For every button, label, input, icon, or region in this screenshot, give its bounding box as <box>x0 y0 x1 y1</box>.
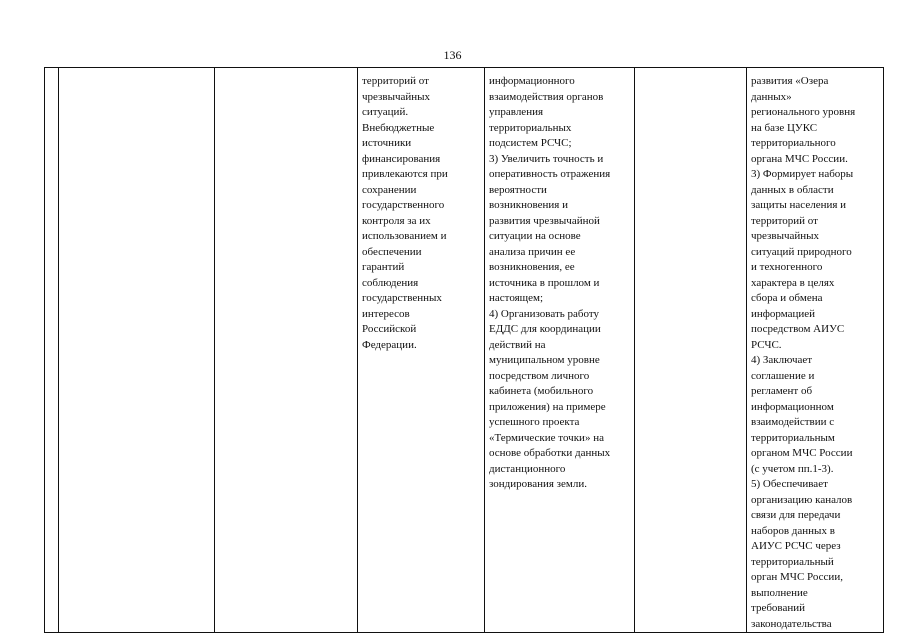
text-line: взаимодействии с <box>751 416 835 428</box>
col4-text <box>362 74 480 353</box>
text-line: регламент об <box>751 385 813 397</box>
text-line: использованием и <box>362 230 447 242</box>
text-line: кабинета (мобильного <box>489 385 594 397</box>
text-line: 4) Организовать работу <box>489 307 600 320</box>
text-line: Внебюджетные <box>362 121 435 134</box>
text-line: информационного <box>489 75 575 87</box>
text-line: зондирования земли. <box>489 478 587 490</box>
text-line: организацию каналов <box>751 493 853 506</box>
text-line: характера в целях <box>751 276 835 289</box>
col5-text <box>489 74 630 493</box>
text-line: источники <box>362 137 412 149</box>
text-line: источника в прошлом и <box>489 276 600 289</box>
text-line: ситуаций природного <box>751 245 852 258</box>
text-line: развития «Озера <box>751 75 829 87</box>
text-line: Российской <box>362 323 417 335</box>
text-line: 3) Формирует наборы <box>751 168 854 180</box>
text-line: управления <box>489 106 544 118</box>
document-table <box>44 67 884 633</box>
text-line: АИУС РСЧС через <box>751 540 841 552</box>
table-cell-col2 <box>59 68 215 633</box>
text-line: на базе ЦУКС <box>751 121 818 134</box>
text-line: основе обработки данных <box>489 447 611 459</box>
text-line: территориального <box>751 137 836 149</box>
text-line: регионального уровня <box>751 106 856 118</box>
text-line: приложения) на примере <box>489 400 606 413</box>
text-line: 3) Увеличить точность и <box>489 152 604 165</box>
text-line: возникновения и <box>489 199 568 211</box>
text-line: муниципальном уровне <box>489 354 600 366</box>
text-line: данных в области <box>751 183 834 196</box>
text-line: Федерации. <box>362 338 417 351</box>
text-line: посредством личного <box>489 369 590 382</box>
text-line: вероятности <box>489 183 547 196</box>
text-line: информационном <box>751 400 834 413</box>
text-line: информацией <box>751 307 816 320</box>
text-line: оперативность отражения <box>489 168 611 180</box>
text-line: гарантий <box>362 261 405 273</box>
text-line: орган МЧС России, <box>751 571 843 583</box>
text-line: успешного проекта <box>489 416 580 428</box>
text-line: органом МЧС России <box>751 447 853 459</box>
table-row <box>45 68 884 633</box>
text-line: дистанционного <box>489 462 566 475</box>
text-line: развития чрезвычайной <box>489 214 600 227</box>
text-line: и техногенного <box>751 261 823 273</box>
text-line: территориальных <box>489 121 572 134</box>
text-line: государственных <box>362 292 442 304</box>
text-line: контроля за их <box>362 214 431 227</box>
text-line: 4) Заключает <box>751 354 813 366</box>
text-line: настоящем; <box>489 292 544 304</box>
text-line: 5) Обеспечивает <box>751 478 828 490</box>
text-line: территориальный <box>751 555 834 568</box>
text-line: соблюдения <box>362 276 419 289</box>
text-line: анализа причин ее <box>489 245 576 258</box>
text-line: финансирования <box>362 152 441 165</box>
col7-text <box>751 74 879 632</box>
table-cell-col7 <box>747 68 884 633</box>
text-line: защиты населения и <box>751 199 847 211</box>
text-line: территориальным <box>751 431 835 444</box>
text-line: посредством АИУС <box>751 323 845 335</box>
text-line: выполнение <box>751 586 808 599</box>
text-line: ситуаций. <box>362 106 409 118</box>
text-line: интересов <box>362 307 410 320</box>
text-line: данных» <box>751 90 792 103</box>
text-line: подсистем РСЧС; <box>489 137 572 149</box>
text-line: ситуации на основе <box>489 230 581 242</box>
text-line: чрезвычайных <box>362 90 431 103</box>
text-line: РСЧС. <box>751 338 782 351</box>
table-cell-col4 <box>358 68 485 633</box>
text-line: законодательства <box>751 617 832 630</box>
text-line: действий на <box>489 338 546 351</box>
table-cell-col3 <box>215 68 358 633</box>
text-line: территорий от <box>362 75 429 87</box>
table-cell-col1 <box>45 68 59 633</box>
text-line: государственного <box>362 199 445 211</box>
text-line: соглашение и <box>751 369 815 382</box>
text-line: «Термические точки» на <box>489 431 604 444</box>
text-line: органа МЧС России. <box>751 152 848 165</box>
text-line: связи для передачи <box>751 509 841 521</box>
text-line: взаимодействия органов <box>489 90 604 103</box>
table-cell-col5 <box>485 68 635 633</box>
text-line: территорий от <box>751 214 818 227</box>
text-line: сбора и обмена <box>751 292 823 304</box>
text-line: (с учетом пп.1-3). <box>751 462 834 475</box>
table-cell-col6 <box>635 68 747 633</box>
text-line: привлекаются при <box>362 168 448 180</box>
text-line: ЕДДС для координации <box>489 323 601 335</box>
text-line: сохранении <box>362 183 417 196</box>
text-line: обеспечении <box>362 245 422 258</box>
text-line: возникновения, ее <box>489 261 575 273</box>
text-line: чрезвычайных <box>751 230 820 242</box>
text-line: наборов данных в <box>751 524 835 537</box>
text-line: требований <box>751 602 806 614</box>
page-number: 136 <box>443 48 462 62</box>
